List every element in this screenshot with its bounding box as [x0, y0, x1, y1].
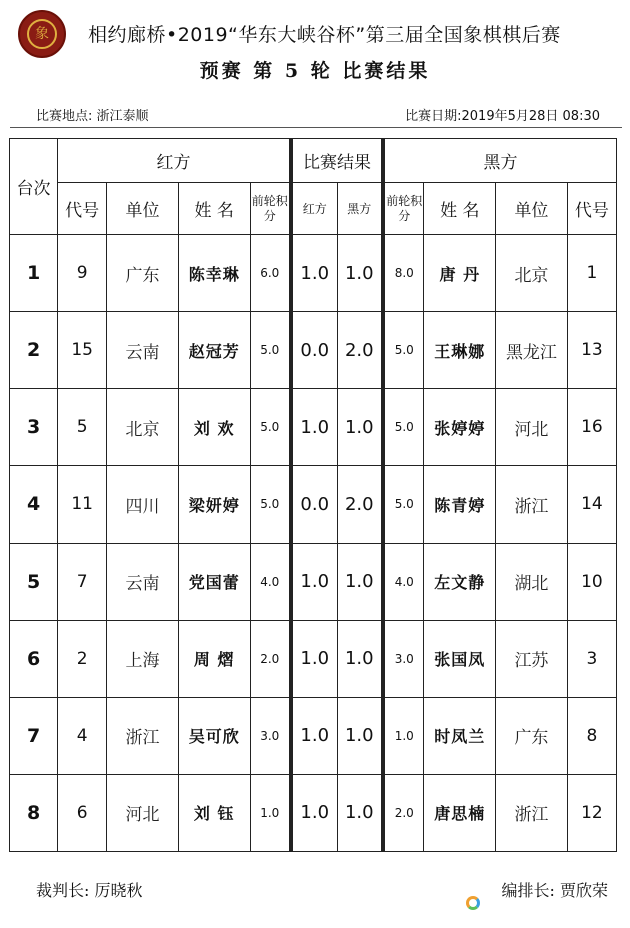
red-points-header: 前轮积分: [250, 183, 291, 235]
black-code-header: 代号: [567, 183, 616, 235]
red-prev-points: 2.0: [250, 620, 291, 697]
watermark-icon: [466, 896, 480, 910]
round-header: 台次: [10, 139, 58, 235]
black-unit: 黑龙江: [496, 312, 568, 389]
table-row: [10, 620, 617, 697]
red-code: 4: [58, 697, 107, 774]
table-row: [10, 312, 617, 389]
black-unit-header: 单位: [496, 183, 568, 235]
round-number: 4: [10, 466, 58, 543]
red-unit-header: 单位: [107, 183, 179, 235]
red-prev-points: 5.0: [250, 389, 291, 466]
red-score: 1.0: [291, 543, 337, 620]
table-row: [10, 697, 617, 774]
black-unit: 浙江: [496, 466, 568, 543]
result-header: 比赛结果: [291, 139, 383, 183]
red-unit: 云南: [107, 543, 179, 620]
round-number: 2: [10, 312, 58, 389]
table-row: [10, 466, 617, 543]
red-name: 刘 钰: [178, 774, 250, 851]
black-unit: 江苏: [496, 620, 568, 697]
red-unit: 广东: [107, 235, 179, 312]
red-unit: 四川: [107, 466, 179, 543]
red-prev-points: 6.0: [250, 235, 291, 312]
page-subtitle: 预赛 第 5 轮 比赛结果: [199, 60, 431, 82]
referee-text: 裁判长: 厉晓秋: [36, 881, 143, 900]
black-prev-points: 4.0: [383, 543, 424, 620]
table-row: [10, 543, 617, 620]
black-name: 唐思楠: [424, 774, 496, 851]
black-score: 1.0: [337, 774, 383, 851]
black-code: 14: [567, 466, 616, 543]
black-prev-points: 5.0: [383, 389, 424, 466]
round-number: 7: [10, 697, 58, 774]
header-row-sub: [10, 183, 617, 235]
black-code: 3: [567, 620, 616, 697]
table-row: [10, 389, 617, 466]
scheduler-text: 编排长: 贾欣荣: [501, 881, 608, 900]
table-row: [10, 235, 617, 312]
date-text: 比赛日期:2019年5月28日 08:30: [405, 109, 600, 124]
round-number: 6: [10, 620, 58, 697]
red-unit: 上海: [107, 620, 179, 697]
black-prev-points: 5.0: [383, 466, 424, 543]
red-unit: 北京: [107, 389, 179, 466]
black-prev-points: 1.0: [383, 697, 424, 774]
red-code: 9: [58, 235, 107, 312]
red-score: 1.0: [291, 235, 337, 312]
black-name: 王琳娜: [424, 312, 496, 389]
black-prev-points: 5.0: [383, 312, 424, 389]
red-name: 赵冠芳: [178, 312, 250, 389]
red-unit: 云南: [107, 312, 179, 389]
red-prev-points: 3.0: [250, 697, 291, 774]
red-prev-points: 4.0: [250, 543, 291, 620]
header-divider: [10, 127, 622, 128]
table-row: [10, 774, 617, 851]
red-prev-points: 1.0: [250, 774, 291, 851]
black-name: 陈青婷: [424, 466, 496, 543]
red-score: 0.0: [291, 312, 337, 389]
black-unit: 湖北: [496, 543, 568, 620]
black-name: 时凤兰: [424, 697, 496, 774]
black-score: 1.0: [337, 620, 383, 697]
red-name: 党国蕾: [178, 543, 250, 620]
black-result-header: 黑方: [337, 183, 383, 235]
black-code: 16: [567, 389, 616, 466]
page-title: 相约廊桥•2019“华东大峡谷杯”第三届全国象棋棋后赛: [88, 24, 561, 46]
black-prev-points: 3.0: [383, 620, 424, 697]
red-name: 吴可欣: [178, 697, 250, 774]
round-number: 3: [10, 389, 58, 466]
red-name: 陈幸琳: [178, 235, 250, 312]
red-prev-points: 5.0: [250, 466, 291, 543]
red-unit: 浙江: [107, 697, 179, 774]
red-unit: 河北: [107, 774, 179, 851]
black-score: 1.0: [337, 697, 383, 774]
red-code: 15: [58, 312, 107, 389]
black-name-header: 姓 名: [424, 183, 496, 235]
red-code: 7: [58, 543, 107, 620]
red-score: 1.0: [291, 620, 337, 697]
black-name: 张婷婷: [424, 389, 496, 466]
black-score: 2.0: [337, 466, 383, 543]
black-code: 1: [567, 235, 616, 312]
red-side-header: 红方: [58, 139, 291, 183]
red-code: 5: [58, 389, 107, 466]
black-code: 12: [567, 774, 616, 851]
black-name: 唐 丹: [424, 235, 496, 312]
red-score: 0.0: [291, 466, 337, 543]
black-unit: 北京: [496, 235, 568, 312]
black-unit: 河北: [496, 389, 568, 466]
red-name-header: 姓 名: [178, 183, 250, 235]
results-table: [9, 138, 617, 852]
black-name: 张国凤: [424, 620, 496, 697]
red-code-header: 代号: [58, 183, 107, 235]
black-code: 8: [567, 697, 616, 774]
red-result-header: 红方: [291, 183, 337, 235]
black-points-header: 前轮积分: [383, 183, 424, 235]
red-name: 梁妍婷: [178, 466, 250, 543]
red-score: 1.0: [291, 389, 337, 466]
venue-text: 比赛地点: 浙江泰顺: [36, 109, 149, 124]
black-score: 1.0: [337, 543, 383, 620]
round-number: 8: [10, 774, 58, 851]
black-prev-points: 8.0: [383, 235, 424, 312]
red-code: 6: [58, 774, 107, 851]
red-prev-points: 5.0: [250, 312, 291, 389]
black-code: 10: [567, 543, 616, 620]
round-number: 5: [10, 543, 58, 620]
black-side-header: 黑方: [383, 139, 616, 183]
red-code: 2: [58, 620, 107, 697]
black-score: 1.0: [337, 389, 383, 466]
black-prev-points: 2.0: [383, 774, 424, 851]
red-name: 周 熠: [178, 620, 250, 697]
black-score: 1.0: [337, 235, 383, 312]
red-score: 1.0: [291, 697, 337, 774]
red-code: 11: [58, 466, 107, 543]
red-score: 1.0: [291, 774, 337, 851]
emblem-char: 象: [27, 19, 57, 49]
black-unit: 浙江: [496, 774, 568, 851]
black-name: 左文静: [424, 543, 496, 620]
emblem-logo: [18, 10, 66, 58]
round-number: 1: [10, 235, 58, 312]
red-name: 刘 欢: [178, 389, 250, 466]
black-unit: 广东: [496, 697, 568, 774]
black-score: 2.0: [337, 312, 383, 389]
black-code: 13: [567, 312, 616, 389]
header-row-top: [10, 139, 617, 183]
